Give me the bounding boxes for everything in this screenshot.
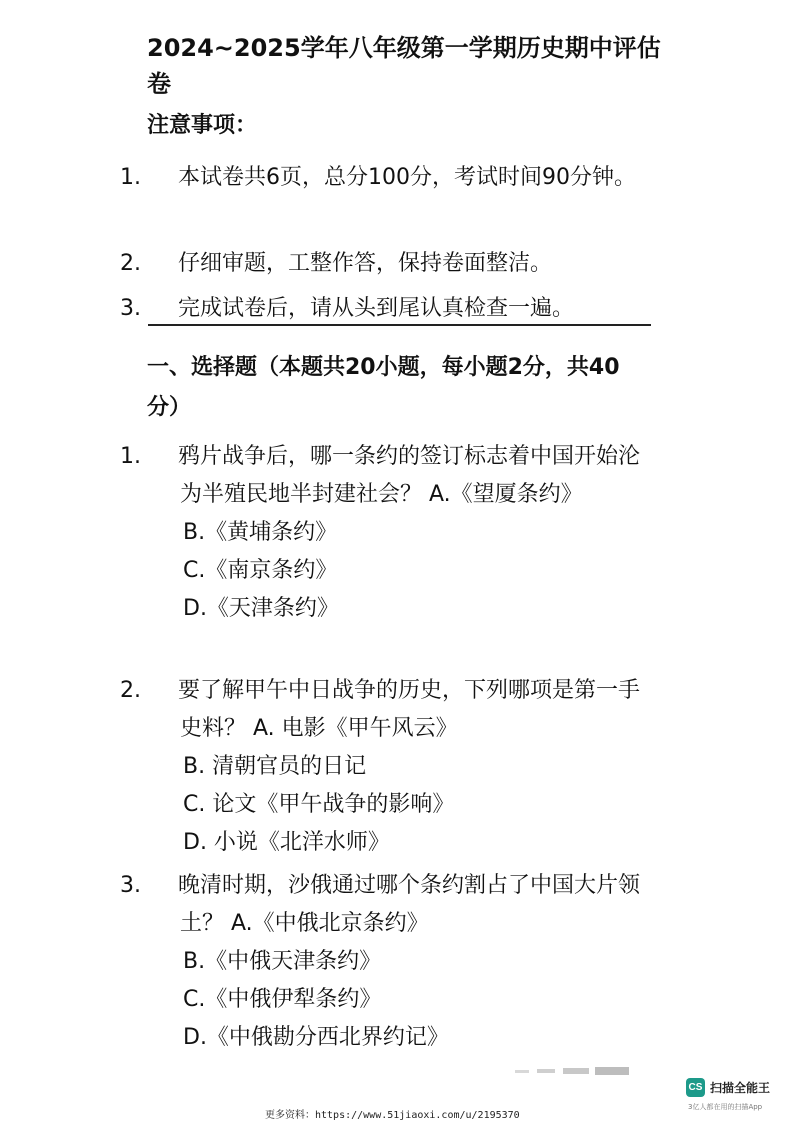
- question-text: 鸦片战争后，哪一条约的签订标志着中国开始沦为半殖民地半封建社会？ A.《望厦条约》: [178, 444, 641, 507]
- question-1: [120, 438, 655, 628]
- scanner-app-tagline: 3亿人都在用的扫描App: [688, 1103, 763, 1111]
- notice-item: [120, 289, 680, 329]
- notice-item-text: 本试卷共6页，总分100分，考试时间90分钟。: [178, 165, 636, 190]
- question-option: D. 小说《北洋水师》: [183, 830, 390, 855]
- notice-item-number: 3.: [120, 296, 141, 321]
- question-stem: [120, 672, 655, 748]
- question-3: [120, 867, 655, 1057]
- scanner-app-name: 扫描全能王: [710, 1081, 771, 1095]
- question-2: [120, 672, 655, 862]
- question-option: D.《中俄勘分西北界约记》: [183, 1025, 449, 1050]
- notice-item-text: 完成试卷后，请从头到尾认真检查一遍。: [178, 296, 575, 321]
- notice-heading: 注意事项：: [147, 113, 258, 138]
- question-text: 要了解甲午中日战争的历史，下列哪项是第一手史料？ A. 电影《甲午风云》: [178, 678, 641, 741]
- section-heading: 一、选择题（本题共20小题，每小题2分，共40分）: [147, 355, 620, 420]
- notice-item-number: 2.: [120, 251, 141, 276]
- question-stem: [120, 438, 655, 514]
- question-option: C. 论文《甲午战争的影响》: [183, 792, 455, 817]
- question-option: B.《黄埔条约》: [183, 520, 338, 545]
- notice-item-text: 仔细审题，工整作答，保持卷面整洁。: [178, 251, 553, 276]
- section-divider: [148, 324, 651, 326]
- question-text: 晚清时期，沙俄通过哪个条约割占了中国大片领土？ A.《中俄北京条约》: [178, 873, 641, 936]
- notice-item: [120, 244, 680, 284]
- notice-item: [120, 158, 680, 198]
- question-stem: [120, 867, 655, 943]
- question-option: C.《中俄伊犁条约》: [183, 987, 382, 1012]
- question-option: D.《天津条约》: [183, 596, 339, 621]
- question-option: B. 清朝官员的日记: [183, 754, 367, 779]
- notice-item-number: 1.: [120, 165, 141, 190]
- cs-badge-icon: CS: [686, 1078, 705, 1097]
- question-option: C.《南京条约》: [183, 558, 338, 583]
- question-number: 3.: [120, 873, 141, 898]
- exam-title: 2024~2025学年八年级第一学期历史期中评估卷: [147, 34, 661, 98]
- question-number: 1.: [120, 444, 141, 469]
- scanner-app-logo: [686, 1078, 770, 1097]
- footer-source: 更多资料：https://www.51jiaoxi.com/u/2195370: [265, 1110, 520, 1121]
- question-option: B.《中俄天津条约》: [183, 949, 382, 974]
- question-number: 2.: [120, 678, 141, 703]
- cut-off-text-smudge: [515, 1062, 645, 1078]
